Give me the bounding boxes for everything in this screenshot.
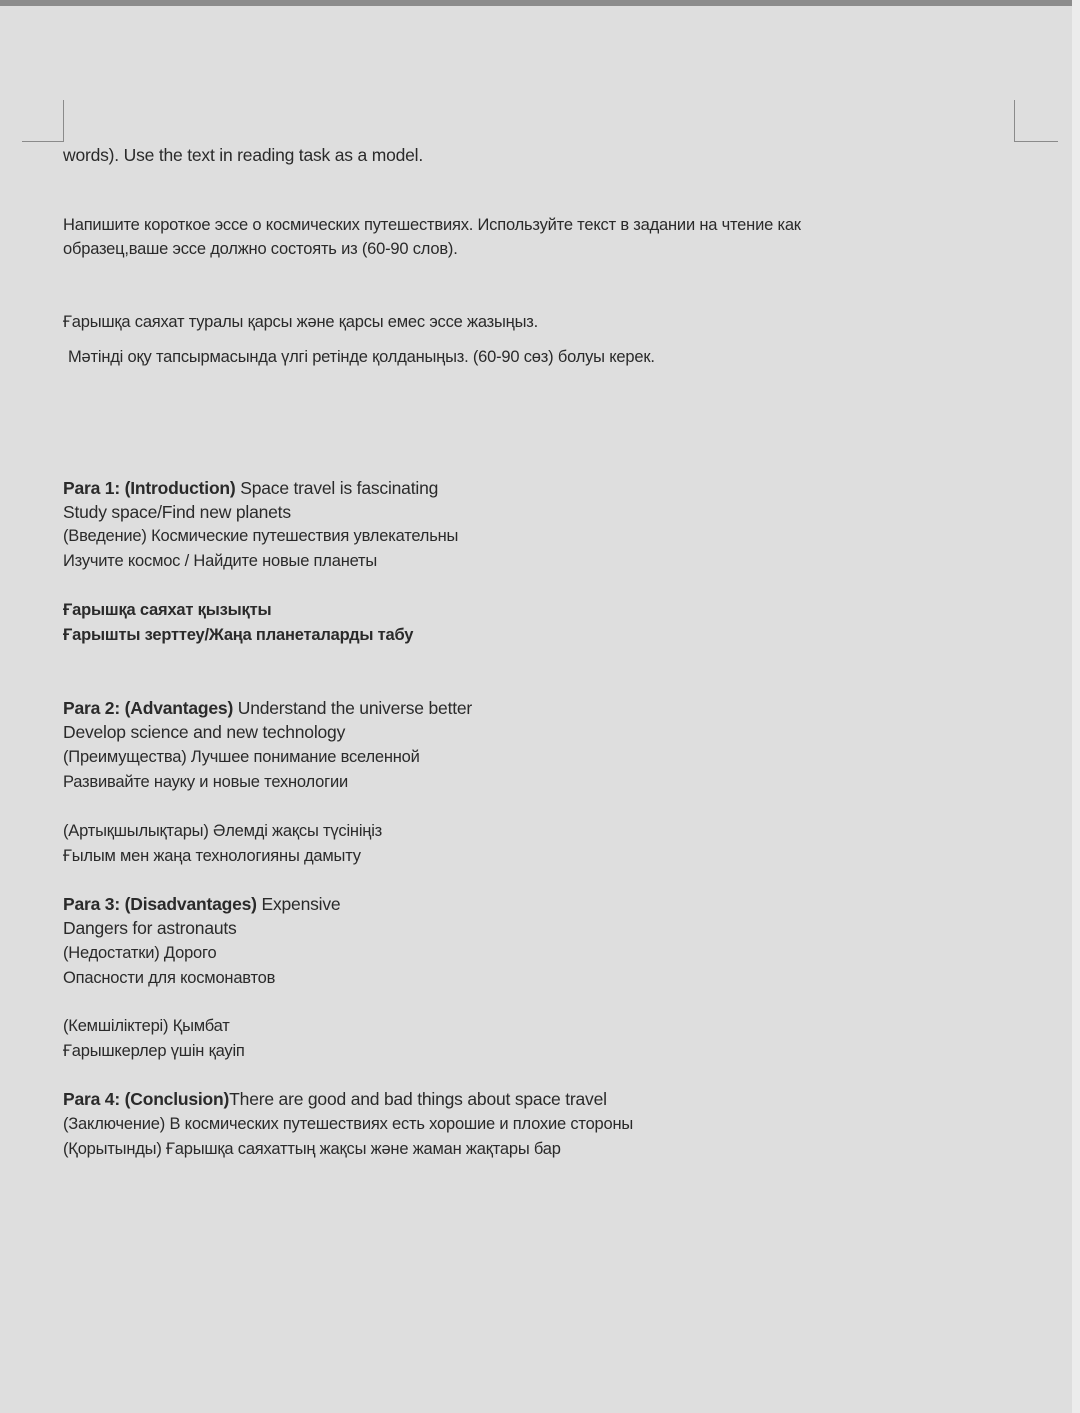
instruction-kz-line: Мәтінді оқу тапсырмасында үлгі ретінде қолданыңыз. (60-90 сөз) болуы керек. <box>68 348 655 366</box>
para1-kz-1: Ғарышқа саяхат қызықты <box>63 601 272 619</box>
para4-kz-1: (Қорытынды) Ғарышқа саяхаттың жақсы және жаман жақтары бар <box>63 1140 561 1158</box>
para3-kz-1: (Кемшіліктері) Қымбат <box>63 1017 230 1035</box>
para3-label: Para 3: (Disadvantages) <box>63 894 257 914</box>
para1-ru-1: (Введение) Космические путешествия увлекательны <box>63 527 459 545</box>
para3-heading <box>63 892 340 916</box>
instruction-ru-line: Напишите короткое эссе о космических путешествиях. Используйте текст в задании на чтение как <box>63 216 801 234</box>
para4-ru-1: (Заключение) В космических путешествиях есть хорошие и плохие стороны <box>63 1115 634 1133</box>
para4-heading <box>63 1087 607 1111</box>
margin-corner-mark <box>22 141 64 142</box>
instruction-ru-line: образец,ваше эссе должно состоять из (60-90 слов). <box>63 240 458 258</box>
instruction-kz-line: Ғарышқа саяхат туралы қарсы және қарсы емес эссе жазыңыз. <box>63 313 538 331</box>
para2-ru-2: Развивайте науку и новые технологии <box>63 773 348 791</box>
para1-kz-2: Ғарышты зерттеу/Жаңа планеталарды табу <box>63 626 414 644</box>
instruction-en: words). Use the text in reading task as a model. <box>63 145 424 165</box>
para4-en-1: There are good and bad things about space travel <box>229 1089 607 1109</box>
para2-en-1: Understand the universe better <box>237 698 473 718</box>
para3-en-1: Expensive <box>261 894 341 914</box>
page-edge <box>1072 0 1080 1413</box>
para1-label: Para 1: (Introduction) <box>63 478 236 498</box>
para2-kz-1: (Артықшылықтары) Әлемді жақсы түсініңіз <box>63 822 383 840</box>
para3-ru-2: Опасности для космонавтов <box>63 969 276 987</box>
margin-corner-mark <box>1014 100 1015 142</box>
para1-en-1: Space travel is fascinating <box>240 478 439 498</box>
para3-ru-1: (Недостатки) Дорого <box>63 944 217 962</box>
para2-heading <box>63 696 472 720</box>
para1-en-2: Study space/Find new planets <box>63 502 291 522</box>
margin-corner-mark <box>63 100 64 142</box>
para3-en-2: Dangers for astronauts <box>63 918 237 938</box>
para2-label: Para 2: (Advantages) <box>63 698 234 718</box>
para4-label: Para 4: (Conclusion) <box>63 1089 230 1109</box>
margin-corner-mark <box>1014 141 1058 142</box>
para1-heading <box>63 476 438 500</box>
para2-ru-1: (Преимущества) Лучшее понимание вселенной <box>63 748 420 766</box>
para2-kz-2: Ғылым мен жаңа технологияны дамыту <box>63 847 361 865</box>
viewer-top-bar <box>0 0 1080 6</box>
para3-kz-2: Ғарышкерлер үшін қауіп <box>63 1042 245 1060</box>
para2-en-2: Develop science and new technology <box>63 722 346 742</box>
para1-ru-2: Изучите космос / Найдите новые планеты <box>63 552 378 570</box>
